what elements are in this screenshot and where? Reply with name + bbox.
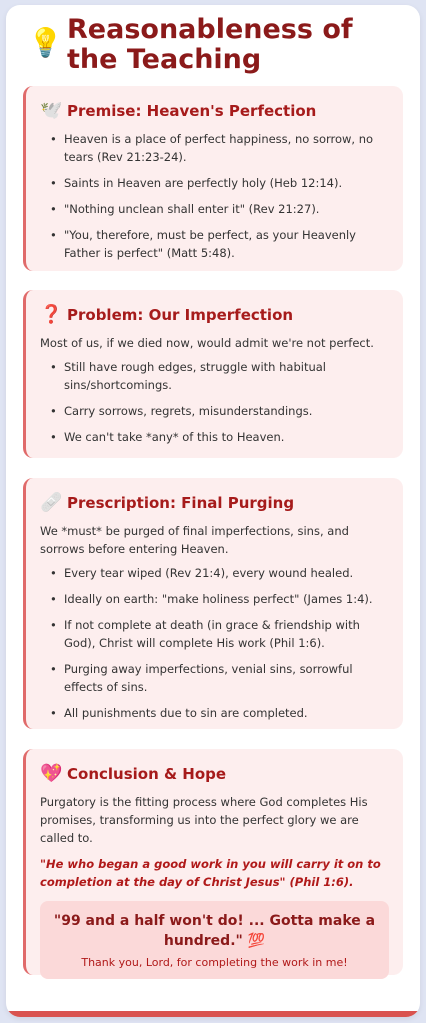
list-item: • We can't take *any* of this to Heaven. — [50, 428, 389, 446]
list-item: • "Nothing unclean shall enter it" (Rev 21:27). — [50, 200, 389, 218]
section-title: Conclusion & Hope — [67, 765, 227, 783]
section-title: Prescription: Final Purging — [67, 494, 295, 512]
list-item: • "You, therefore, must be perfect, as your Heavenly Father is perfect" (Matt 5:48). — [50, 226, 389, 262]
card-bottom-accent — [6, 1011, 420, 1017]
bullet-list — [40, 564, 389, 722]
list-item: • Purging away imperfections, venial sins, sorrowful effects of sins. — [50, 660, 389, 696]
section-header — [40, 100, 389, 122]
highlight-text: "99 and a half won't do! ... Gotta make a hundred." 💯 — [53, 913, 376, 949]
section-prescription — [23, 478, 403, 729]
page-title: Reasonableness of the Teaching — [67, 14, 353, 75]
bullet-list — [40, 358, 389, 446]
section-intro: Most of us, if we died now, would admit we're not perfect. — [40, 336, 374, 350]
list-item: • All punishments due to sin are completed. — [50, 704, 389, 722]
sparkling-heart-icon: 💖 — [40, 763, 63, 784]
content-card — [6, 5, 420, 1017]
section-intro: We *must* be purged of final imperfections, sins, and sorrows before entering Heaven. — [40, 524, 349, 556]
list-item: • Still have rough edges, struggle with habitual sins/shortcomings. — [50, 358, 389, 394]
dove-icon: 🕊️ — [40, 100, 63, 121]
list-item: • Heaven is a place of perfect happiness, no sorrow, no tears (Rev 21:23-24). — [50, 130, 389, 166]
scripture-quote: "He who began a good work in you will carry it on to completion at the day of Christ Jesus" (Phil 1:6). — [40, 857, 381, 889]
list-item: • Carry sorrows, regrets, misunderstandings. — [50, 402, 389, 420]
list-item: • Ideally on earth: "make holiness perfect" (James 1:4). — [50, 590, 389, 608]
question-mark-icon: ❓ — [40, 304, 63, 325]
highlight-box — [40, 901, 389, 979]
section-header — [40, 763, 389, 785]
thanks-text: Thank you, Lord, for completing the work in me! — [81, 956, 348, 969]
section-conclusion — [23, 749, 403, 975]
bandage-icon: 🩹 — [40, 492, 63, 513]
section-header — [40, 492, 389, 514]
list-item: • Every tear wiped (Rev 21:4), every wound healed. — [50, 564, 389, 582]
section-header — [40, 304, 389, 326]
list-item: • Saints in Heaven are perfectly holy (Heb 12:14). — [50, 174, 389, 192]
section-intro: Purgatory is the fitting process where God completes His promises, transforming us into the perfect glory we are called to. — [40, 795, 368, 845]
section-premise — [23, 86, 403, 271]
lightbulb-icon: 💡 — [28, 26, 63, 59]
section-problem — [23, 290, 403, 458]
bullet-list — [40, 130, 389, 262]
section-title: Premise: Heaven's Perfection — [67, 102, 317, 120]
list-item: • If not complete at death (in grace & friendship with God), Christ will complete His work (Phil 1:6). — [50, 616, 389, 652]
section-title: Problem: Our Imperfection — [67, 306, 294, 324]
